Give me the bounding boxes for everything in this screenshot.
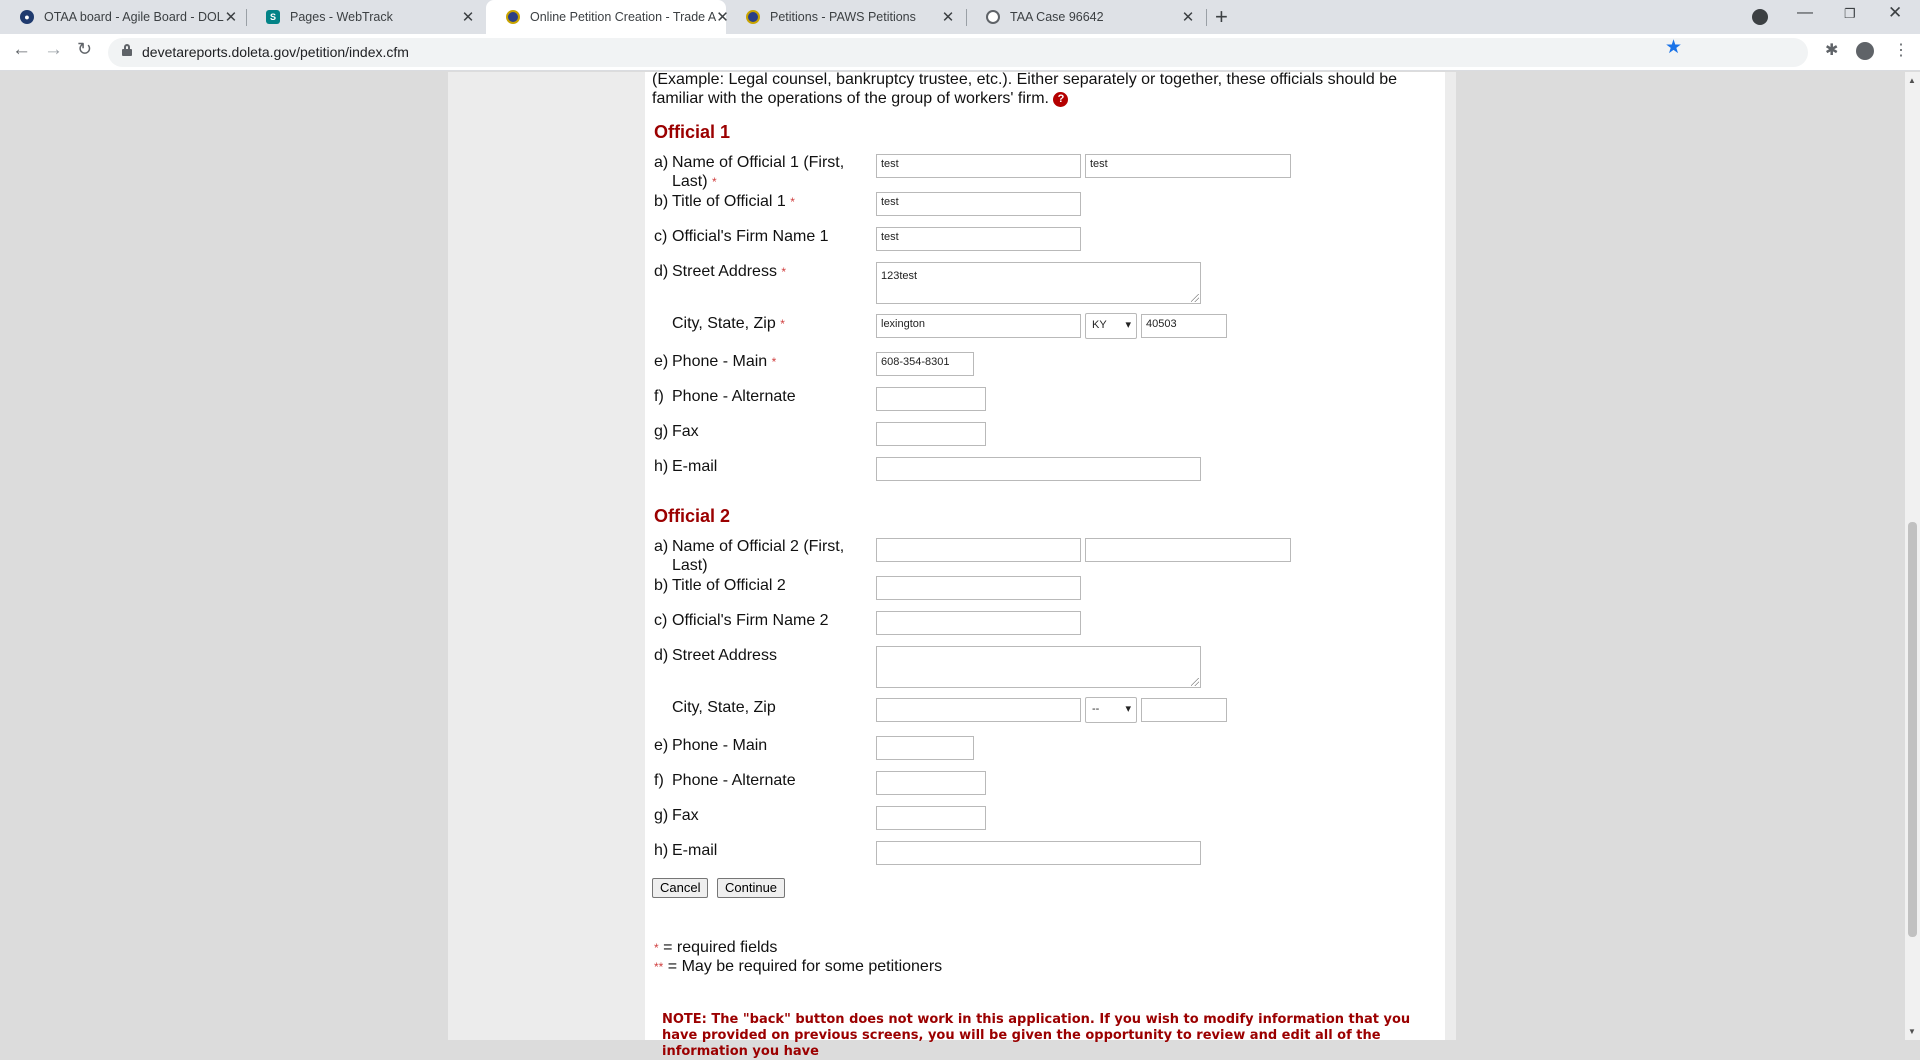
browser-tab-bar xyxy=(0,0,1920,34)
official-1-state-select[interactable]: KY ▾ xyxy=(1085,313,1137,339)
official-2-heading: Official 2 xyxy=(654,506,731,526)
official-2-state-select[interactable]: -- ▾ xyxy=(1085,697,1137,723)
official-1-street-textarea[interactable]: 123test xyxy=(876,262,1201,304)
browser-toolbar xyxy=(0,34,1920,71)
conditional-legend: ** = May be required for some petitioners xyxy=(654,958,943,975)
official-1-phone-main-label: e) Phone - Main * xyxy=(654,353,777,370)
address-bar[interactable] xyxy=(108,38,1808,67)
dol-seal-icon xyxy=(746,10,760,24)
official-2-phone-alt-label: f) Phone - Alternate xyxy=(654,772,796,789)
official-1-first-name-input[interactable]: test xyxy=(876,154,1081,178)
close-tab-icon[interactable]: ✕ xyxy=(1181,9,1195,26)
dol-seal-icon xyxy=(506,10,520,24)
official-2-fax-label: g) Fax xyxy=(654,807,699,824)
tab-separator xyxy=(1206,9,1207,26)
tab-taa-case[interactable]: TAA Case 96642 ✕ xyxy=(966,0,1206,34)
official-2-street-label: d) Street Address xyxy=(654,647,777,664)
official-1-phone-main-input[interactable]: 608-354-8301 xyxy=(876,352,974,376)
official-1-email-label: h) E-mail xyxy=(654,458,718,475)
tab-paws-petitions[interactable]: Petitions - PAWS Petitions ✕ xyxy=(726,0,966,34)
page-viewport xyxy=(0,71,1905,1059)
official-1-fax-label: g) Fax xyxy=(654,423,699,440)
close-window-icon[interactable]: ✕ xyxy=(1888,3,1903,22)
official-2-title-input[interactable] xyxy=(876,576,1081,600)
chevron-down-icon: ▾ xyxy=(1125,703,1131,715)
new-tab-icon[interactable]: + xyxy=(1215,4,1228,29)
close-tab-icon[interactable]: ✕ xyxy=(461,9,475,26)
official-1-name-label: a) Name of Official 1 (First, Last) * xyxy=(654,154,845,190)
reload-icon[interactable]: ↻ xyxy=(77,39,93,59)
official-2-city-state-zip-label: City, State, Zip xyxy=(672,699,776,716)
official-1-firm-input[interactable]: test xyxy=(876,227,1081,251)
official-2-fax-input[interactable] xyxy=(876,806,986,830)
official-1-fax-input[interactable] xyxy=(876,422,986,446)
close-tab-icon[interactable]: ✕ xyxy=(941,9,955,26)
close-tab-icon[interactable]: ✕ xyxy=(716,9,729,26)
official-1-firm-label: c) Official's Firm Name 1 xyxy=(654,228,829,245)
more-menu-icon[interactable]: ⋮ xyxy=(1893,42,1909,59)
official-1-title-label: b) Title of Official 1 * xyxy=(654,193,795,210)
official-1-email-input[interactable] xyxy=(876,457,1201,481)
official-1-zip-input[interactable]: 40503 xyxy=(1141,314,1227,338)
official-2-phone-alt-input[interactable] xyxy=(876,771,986,795)
official-2-city-input[interactable] xyxy=(876,698,1081,722)
close-tab-icon[interactable]: ✕ xyxy=(224,9,238,26)
tab-online-petition[interactable]: Online Petition Creation - Trade A ✕ xyxy=(486,0,726,34)
required-legend: * = required fields xyxy=(654,939,778,956)
tab-search-icon[interactable] xyxy=(1752,9,1768,25)
restore-icon[interactable]: ❐ xyxy=(1844,6,1856,21)
official-2-phone-main-label: e) Phone - Main xyxy=(654,737,768,754)
official-1-phone-alt-label: f) Phone - Alternate xyxy=(654,388,796,405)
continue-button[interactable]: Continue xyxy=(717,878,785,898)
back-icon[interactable]: ← xyxy=(12,39,31,60)
chevron-down-icon: ▾ xyxy=(1125,319,1131,331)
official-2-firm-label: c) Official's Firm Name 2 xyxy=(654,612,829,629)
forward-icon[interactable]: → xyxy=(44,39,63,60)
official-2-email-input[interactable] xyxy=(876,841,1201,865)
minimize-icon[interactable]: — xyxy=(1797,4,1813,21)
globe-icon xyxy=(986,10,1000,24)
official-1-city-state-zip-label: City, State, Zip * xyxy=(672,315,785,332)
scroll-up-icon[interactable]: ▲ xyxy=(1908,76,1916,85)
bookmark-star-icon[interactable]: ★ xyxy=(1665,37,1683,58)
official-1-last-name-input[interactable]: test xyxy=(1085,154,1291,178)
official-1-phone-alt-input[interactable] xyxy=(876,387,986,411)
resize-grip-icon[interactable] xyxy=(1191,678,1199,686)
official-2-name-label: a) Name of Official 2 (First, Last) xyxy=(654,538,845,574)
sharepoint-icon: S xyxy=(266,10,280,24)
official-2-street-textarea[interactable] xyxy=(876,646,1201,688)
back-button-note: NOTE: The "back" button does not work in this application. If you wish to modify information that you have provided on previous screens, you will be given the opportunity to review and edit all of the information you have xyxy=(662,1012,1411,1059)
lock-icon xyxy=(122,44,132,56)
tab-otaa-board[interactable]: ● OTAA board - Agile Board - DOL ✕ xyxy=(0,0,246,34)
right-side-panel xyxy=(1445,72,1456,1040)
url-text: devetareports.doleta.gov/petition/index.cfm xyxy=(142,44,409,60)
official-2-first-name-input[interactable] xyxy=(876,538,1081,562)
official-1-street-label: d) Street Address * xyxy=(654,263,787,280)
help-icon[interactable]: ? xyxy=(1053,92,1068,107)
intro-paragraph: (Example: Legal counsel, bankruptcy trustee, etc.). Either separately or together, these officials should be familiar with the operations of the group of workers' firm. ? xyxy=(652,71,1398,107)
official-2-zip-input[interactable] xyxy=(1141,698,1227,722)
scrollbar-thumb[interactable] xyxy=(1908,522,1917,937)
jira-icon: ● xyxy=(20,10,34,24)
official-2-email-label: h) E-mail xyxy=(654,842,718,859)
official-2-phone-main-input[interactable] xyxy=(876,736,974,760)
left-side-panel xyxy=(448,72,645,1040)
profile-icon[interactable] xyxy=(1856,42,1874,60)
tab-webtrack[interactable]: S Pages - WebTrack ✕ xyxy=(246,0,486,34)
resize-grip-icon[interactable] xyxy=(1191,294,1199,302)
official-2-title-label: b) Title of Official 2 xyxy=(654,577,786,594)
vertical-scrollbar[interactable] xyxy=(1905,72,1920,1040)
extensions-icon[interactable]: ✱ xyxy=(1825,42,1839,59)
official-2-firm-input[interactable] xyxy=(876,611,1081,635)
official-1-city-input[interactable]: lexington xyxy=(876,314,1081,338)
official-1-title-input[interactable]: test xyxy=(876,192,1081,216)
official-2-last-name-input[interactable] xyxy=(1085,538,1291,562)
official-1-heading: Official 1 xyxy=(654,122,731,142)
scroll-down-icon[interactable]: ▼ xyxy=(1908,1027,1916,1036)
cancel-button[interactable]: Cancel xyxy=(652,878,708,898)
